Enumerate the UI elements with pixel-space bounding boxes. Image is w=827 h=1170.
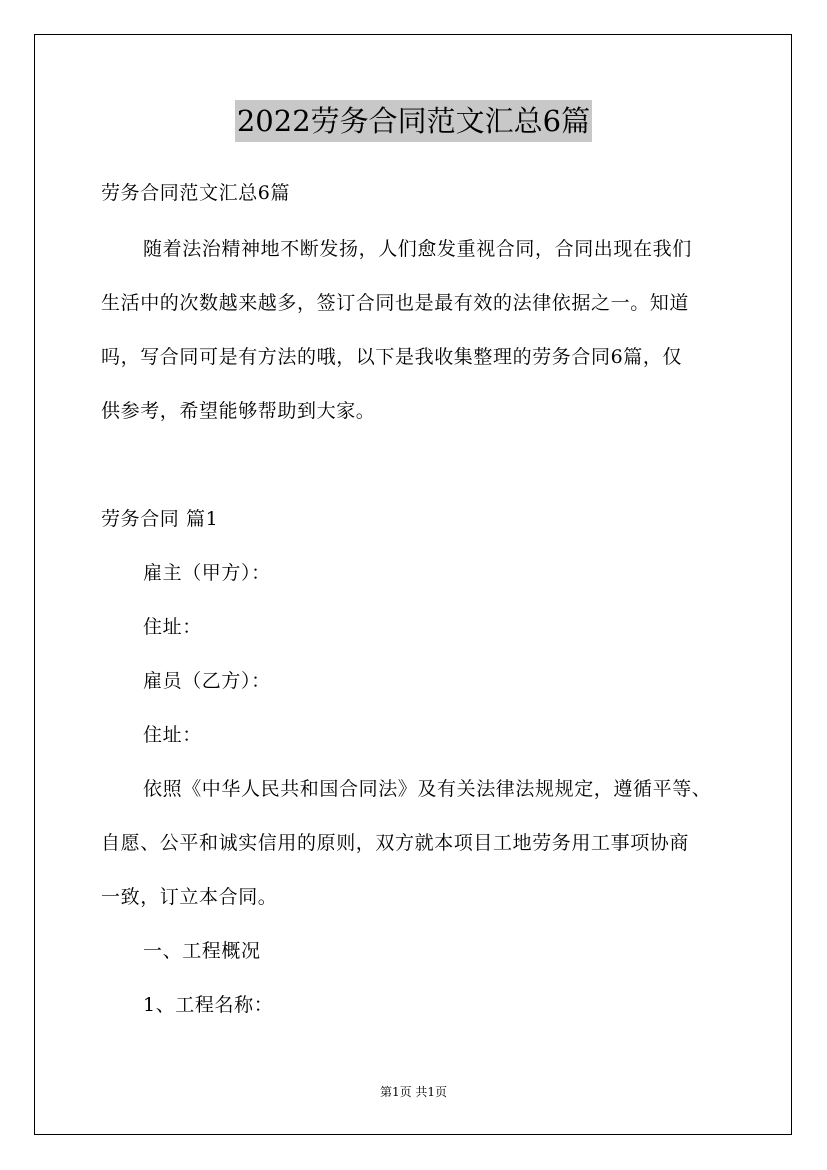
intro-line-2: 生活中的次数越来越多，签订合同也是最有效的法律依据之一。知道 [101, 292, 690, 314]
section-heading: 劳务合同 篇1 [101, 508, 219, 530]
intro-line-1: 随着法治精神地不断发扬，人们愈发重视合同，合同出现在我们 [143, 238, 692, 260]
field-employee-address: 住址： [143, 724, 202, 746]
intro-line-4: 供参考，希望能够帮助到大家。 [101, 400, 376, 422]
item-1: 1、工程名称： [143, 994, 274, 1016]
field-employer-address: 住址： [143, 616, 202, 638]
field-employee: 雇员（乙方）： [143, 670, 271, 692]
document-subtitle: 劳务合同范文汇总6篇 [101, 182, 291, 204]
clause-line-2: 自愿、公平和诚实信用的原则，双方就本项目工地劳务用工事项协商 [101, 832, 690, 854]
page-footer: 第1页 共1页 [379, 1085, 448, 1099]
intro-line-3: 吗，写合同可是有方法的哦，以下是我收集整理的劳务合同6篇，仅 [101, 346, 683, 368]
title-container [0, 100, 827, 142]
field-employer: 雇主（甲方）： [143, 562, 271, 584]
document-title: 2022劳务合同范文汇总6篇 [235, 100, 592, 142]
clause-line-1: 依照《中华人民共和国合同法》及有关法律法规规定，遵循平等、 [143, 778, 712, 800]
item-heading: 一、工程概况 [143, 940, 261, 962]
clause-line-3: 一致，订立本合同。 [101, 886, 278, 908]
